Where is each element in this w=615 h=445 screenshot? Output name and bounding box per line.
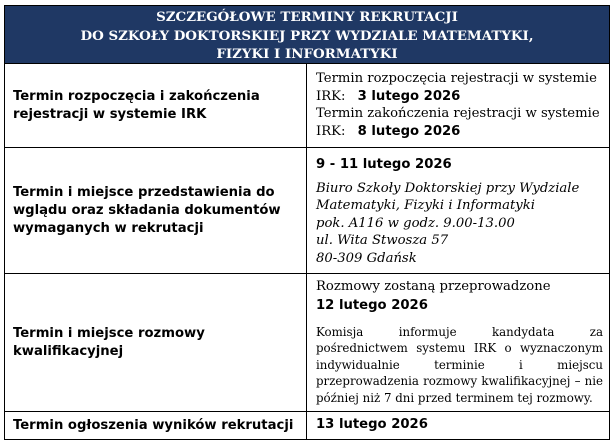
documents-place-line-3: pok. A116 w godz. 9.00-13.00 [316, 215, 515, 231]
interview-intro: Rozmowy zostaną przeprowadzone [316, 279, 551, 294]
registration-label: Termin rozpoczęcia i zakończenia rejestracji w systemie IRK [5, 64, 307, 147]
documents-dates: 9 - 11 lutego 2026 [316, 157, 452, 172]
registration-end-text: Termin zakończenia rejestracji w systemie [316, 106, 600, 121]
results-date: 13 lutego 2026 [316, 417, 428, 432]
documents-details [307, 148, 609, 273]
documents-place-line-5: 80-309 Gdańsk [316, 250, 417, 266]
registration-start-date: 3 lutego 2026 [357, 88, 461, 104]
results-details [307, 412, 609, 439]
documents-place-line-2: Matematyki, Fizyki i Informatyki [316, 198, 535, 213]
interview-note: Komisja informuje kandydata za pośrednictwem systemu IRK o wyznaczonym indywidualnie terminie i miejscu przeprowadzenia rozmowy kwalifikacyjnej – nie później niż 7 dni przed terminem tej rozmowy. [316, 325, 603, 405]
documents-label: Termin i miejsce przedstawienia do wglądu oraz składania dokumentów wymaganych w rekrutacji [5, 148, 307, 273]
recruitment-schedule-table [4, 5, 610, 440]
registration-start-text: Termin rozpoczęcia rejestracji w systemie [316, 71, 597, 86]
documents-place-line-1: Biuro Szkoły Doktorskiej przy Wydziale [316, 180, 580, 196]
registration-start-prefix: IRK: [316, 88, 346, 104]
documents-place-line-4: ul. Wita Stwosza 57 [316, 233, 449, 248]
registration-start-line [316, 88, 603, 106]
interview-details [307, 274, 609, 411]
registration-end-date: 8 lutego 2026 [357, 123, 461, 139]
header-line-3: FIZYKI I INFORMATYKI [216, 46, 398, 62]
interview-label: Termin i miejsce rozmowy kwalifikacyjnej [5, 274, 307, 411]
interview-date: 12 lutego 2026 [316, 297, 428, 313]
table-row-documents [5, 148, 609, 274]
results-label: Termin ogłoszenia wyników rekrutacji [5, 412, 307, 439]
header-line-1: SZCZEGÓŁOWE TERMINY REKRUTACJI [156, 9, 458, 25]
table-row-interview [5, 274, 609, 412]
registration-details [307, 64, 609, 147]
table-row-results [5, 412, 609, 439]
table-row-registration [5, 64, 609, 148]
registration-end-prefix: IRK: [316, 123, 346, 139]
header-line-2: DO SZKOŁY DOKTORSKIEJ PRZY WYDZIALE MATEMATYKI, [80, 27, 534, 44]
table-header [5, 6, 609, 64]
registration-end-line [316, 123, 603, 141]
